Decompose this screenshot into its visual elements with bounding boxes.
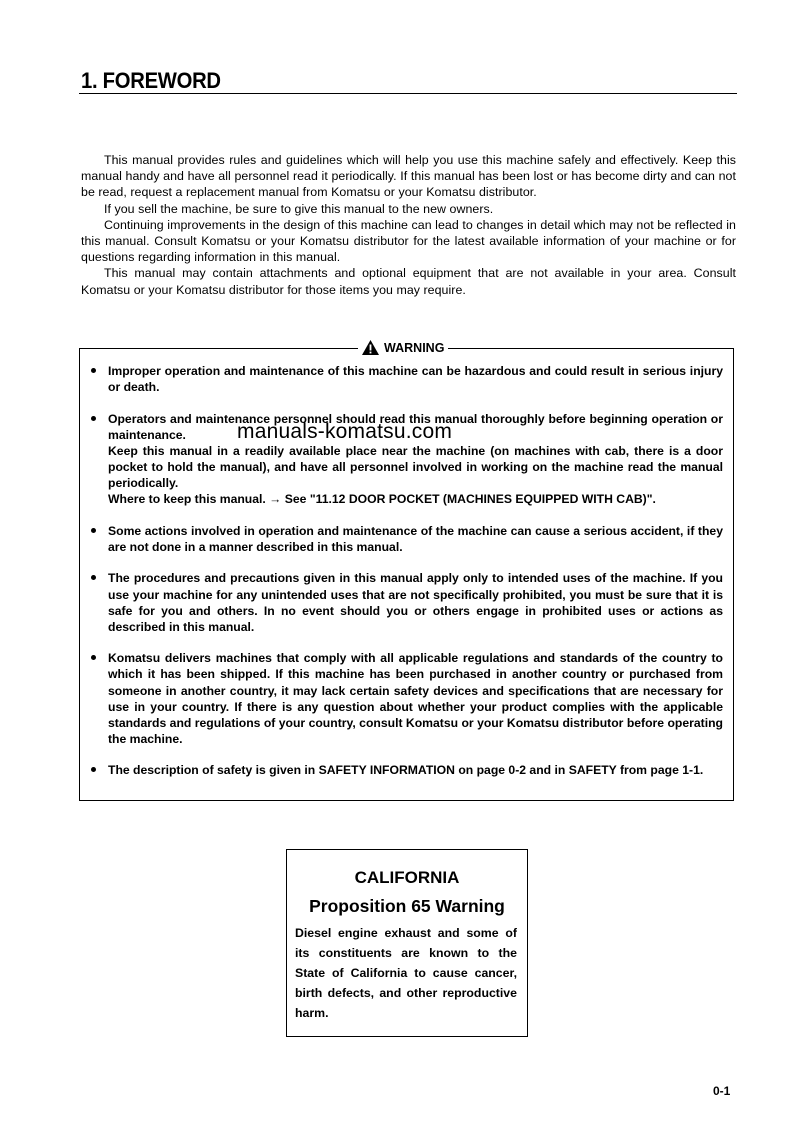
warning-text: The description of safety is given in SAFETY INFORMATION on page 0-2 and in SAFETY from page 1-1. [108, 763, 704, 778]
warning-text: Improper operation and maintenance of this machine can be hazardous and could result in serious injury or death. [108, 364, 723, 395]
california-title: CALIFORNIA [354, 868, 460, 887]
bullet-icon [91, 655, 96, 660]
california-prop65-box [286, 849, 528, 1037]
warning-text: Some actions involved in operation and maintenance of the machine can cause a serious accident, if they are not done in a manner described in this manual. [108, 523, 723, 554]
warning-item [80, 363, 733, 395]
intro-paragraph: This manual may contain attachments and optional equipment that are not available in your area. Consult Komatsu or your Komatsu distributor for those items you may require. [81, 266, 736, 297]
warning-item [80, 570, 733, 634]
bullet-icon [91, 528, 96, 533]
intro-paragraph: If you sell the machine, be sure to give this manual to the new owners. [104, 201, 494, 216]
page-title: 1. FOREWORD [81, 68, 221, 93]
intro-paragraph: This manual provides rules and guidelines which will help you use this machine safely and effectively. Keep this manual handy and have all personnel read it periodically. If this manual has been lost or has become dirty and can not be read, request a replacement manual from Komatsu or your Komatsu distributor. [81, 153, 736, 200]
bullet-icon [91, 368, 96, 373]
warning-item [80, 523, 733, 555]
california-text: Diesel engine exhaust and some of its constituents are known to the State of California to cause cancer, birth defects, and other reproductive harm. [295, 926, 517, 1020]
warning-text: Keep this manual in a readily available place near the machine (on machines with cab, there is a door pocket to hold the manual), and have all personnel involved in working on the machine read the manual periodically. [108, 443, 723, 491]
title-underline [79, 93, 737, 94]
bullet-icon [91, 575, 96, 580]
warning-item [80, 762, 733, 778]
bullet-icon [91, 767, 96, 772]
california-subtitle: Proposition 65 Warning [309, 896, 505, 916]
warning-text: Where to keep this manual. → See "11.12 DOOR POCKET (MACHINES EQUIPPED WITH CAB)". [108, 492, 656, 507]
intro-text [81, 152, 736, 298]
warning-text: Komatsu delivers machines that comply with all applicable regulations and standards of the country to which it has been shipped. If this machine has been purchased in another country or purchased from someone in another country, it may lack certain safety devices and specifications that are necessary for use in your country. If there is any question about whether your product complies with the applicable standards and regulations of your country, consult Komatsu or your Komatsu distributor before operating the machine. [108, 651, 723, 746]
watermark: manuals-komatsu.com [237, 420, 453, 443]
warning-label: WARNING [384, 340, 445, 355]
page-number: 0-1 [713, 1084, 731, 1098]
intro-paragraph: Continuing improvements in the design of this machine can lead to changes in detail which may not be reflected in this manual. Consult Komatsu or your Komatsu distributor for the latest available information of your machine or for questions regarding information in this manual. [81, 217, 736, 265]
warning-triangle-icon [362, 340, 379, 355]
warning-box [79, 340, 734, 801]
bullet-icon [91, 416, 96, 421]
warning-item [80, 650, 733, 747]
warning-text: The procedures and precautions given in this manual apply only to intended uses of the machine. If you use your machine for any unintended uses that are not specifically prohibited, you must be sure that it is safe for you and others. In no event should you or others engage in prohibited uses or actions as described in this manual. [108, 571, 723, 634]
warning-header [358, 340, 448, 355]
warning-text: Operators and maintenance personnel should read this manual thoroughly before beginning operation or maintenance. [108, 411, 723, 442]
